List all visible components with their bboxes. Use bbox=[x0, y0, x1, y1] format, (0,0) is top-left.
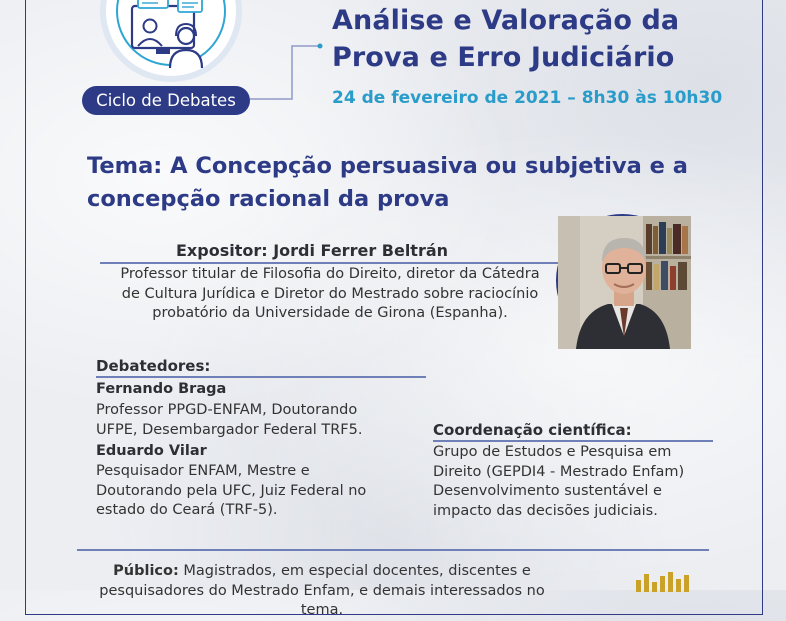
expositor-bio-line: probatório da Universidade de Girona (Espanha). bbox=[152, 305, 508, 321]
debatedor-desc-line: estado do Ceará (TRF-5). bbox=[96, 502, 278, 519]
debatedor-desc-line: Pesquisador ENFAM, Mestre e bbox=[96, 463, 310, 479]
debatedor-desc-line: Professor PPGD-ENFAM, Doutorando bbox=[96, 402, 358, 418]
publico-line-2: pesquisadores do Mestrado Enfam, e demais interessados no tema. bbox=[99, 582, 545, 619]
debatedor-desc bbox=[96, 462, 386, 521]
coordenacao-line: Desenvolvimento sustentável e bbox=[433, 483, 662, 500]
publico-line-1 bbox=[87, 562, 557, 582]
expositor-photo bbox=[556, 214, 689, 347]
expositor-heading: Expositor: Jordi Ferrer Beltrán bbox=[176, 241, 449, 260]
expositor-bio bbox=[100, 265, 560, 324]
expositor-divider bbox=[100, 262, 562, 264]
debatedores-heading: Debatedores: bbox=[96, 357, 211, 375]
coordenacao-line: impacto das decisões judiciais. bbox=[433, 502, 658, 519]
coordenacao-divider bbox=[433, 440, 713, 442]
institution-bars-logo bbox=[632, 570, 692, 592]
event-title bbox=[332, 2, 679, 76]
speaker-portrait bbox=[558, 216, 691, 349]
publico-label: Público: bbox=[113, 563, 179, 579]
tema-heading bbox=[87, 150, 727, 216]
expositor-bio-line: Professor titular de Filosofia do Direito, diretor da Cátedra bbox=[120, 266, 540, 282]
coordenacao-line: Direito (GEPDI4 - Mestrado Enfam) bbox=[433, 463, 685, 480]
coordenacao-line: Grupo de Estudos e Pesquisa em bbox=[433, 444, 672, 460]
event-date: 24 de fevereiro de 2021 – 8h30 às 10h30 bbox=[332, 88, 723, 108]
event-title-line-1: Análise e Valoração da bbox=[332, 5, 680, 36]
debatedor-name: Eduardo Vilar bbox=[96, 443, 207, 459]
expositor-bio-line: de Cultura Jurídica e Diretor do Mestrado sobre raciocínio bbox=[121, 285, 539, 302]
debatedor-desc-line: Doutorando pela UFC, Juiz Federal no bbox=[96, 482, 367, 499]
debatedor-desc bbox=[96, 401, 386, 440]
publico-line-1-rest: Magistrados, em especial docentes, discentes e bbox=[178, 563, 531, 579]
debatedor-desc-line: UFPE, Desembargador Federal TRF5. bbox=[96, 421, 363, 438]
debatedor-name: Fernando Braga bbox=[96, 381, 227, 397]
bottom-divider bbox=[77, 549, 709, 551]
tema-line-2: concepção racional da prova bbox=[87, 186, 450, 212]
tema-line-1: Tema: A Concepção persuasiva ou subjetiva e a bbox=[87, 153, 688, 179]
coordenacao-text bbox=[433, 443, 703, 521]
ciclo-de-debates-badge: Ciclo de Debates bbox=[82, 86, 250, 115]
event-title-line-2: Prova e Erro Judiciário bbox=[332, 42, 675, 73]
connector-line bbox=[250, 44, 330, 104]
coordenacao-heading: Coordenação científica: bbox=[433, 421, 632, 439]
debatedores-divider bbox=[96, 376, 426, 378]
online-meeting-icon bbox=[114, 0, 228, 70]
publico-text bbox=[87, 562, 557, 621]
